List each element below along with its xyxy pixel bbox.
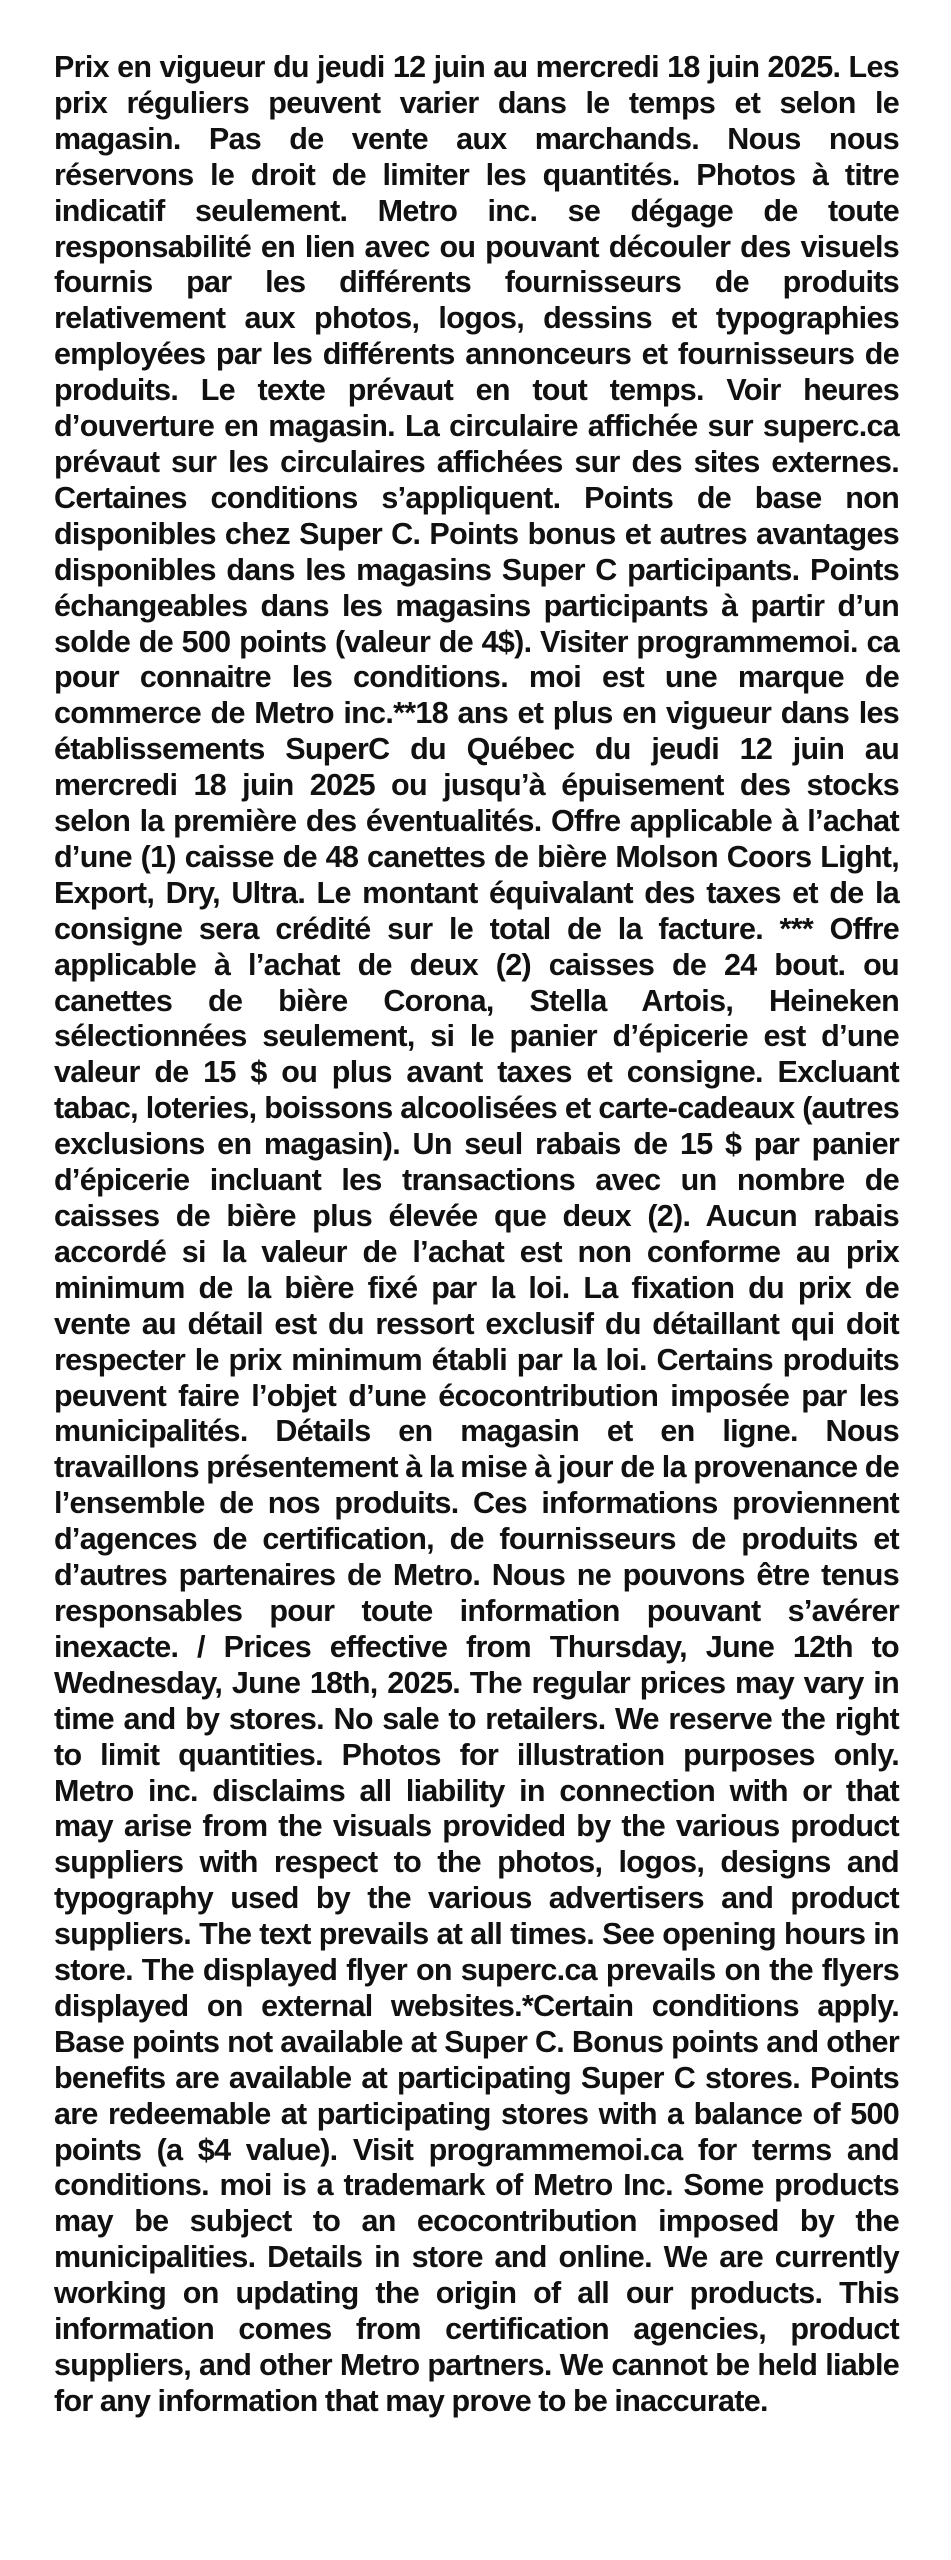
legal-disclaimer-text [54,50,899,2420]
legal-disclaimer-paragraph: Prix en vigueur du jeudi 12 juin au mercredi 18 juin 2025. Les prix réguliers peuvent varier dans le temps et selon le magasin. Pas de vente aux marchands. Nous nous réservons le droit de limiter les quantités. Photos à titre indicatif seulement. Metro inc. se dégage de toute responsabilité en lien avec ou pouvant découler des visuels fournis par les différents fournisseurs de produits relativement aux photos, logos, dessins et typographies employées par les différents annonceurs et fournisseurs de produits. Le texte prévaut en tout temps. Voir heures d’ouverture en magasin. La circulaire affichée sur superc.ca prévaut sur les circulaires affichées sur des sites externes. Certaines conditions s’appliquent. Points de base non disponibles chez Super C. Points bonus et autres avantages disponibles dans les magasins Super C participants. Points échangeables dans les magasins participants à partir d’un solde de 500 points (valeur de 4$). Visiter programmemoi. ca pour connaitre les conditions. moi est une marque de commerce de Metro inc.**18 ans et plus en vigueur dans les établissements SuperC du Québec du jeudi 12 juin au mercredi 18 juin 2025 ou jusqu’à épuisement des stocks selon la première des éventualités. Offre applicable à l’achat d’une (1) caisse de 48 canettes de bière Molson Coors Light, Export, Dry, Ultra. Le montant équivalant des taxes et de la consigne sera crédité sur le total de la facture. *** Offre applicable à l’achat de deux (2) caisses de 24 bout. ou canettes de bière Corona, Stella Artois, Heineken sélectionnées seulement, si le panier d’épicerie est d’une valeur de 15 $ ou plus avant taxes et consigne. Excluant tabac, loteries, boissons alcoolisées et carte-cadeaux (autres exclusions en magasin). Un seul rabais de 15 $ par panier d’épicerie incluant les transactions avec un nombre de caisses de bière plus élevée que deux (2). Aucun rabais accordé si la valeur de l’achat est non conforme au prix minimum de la bière fixé par la loi. La fixation du prix de vente au détail est du ressort exclusif du détaillant qui doit respecter le prix minimum établi par la loi. Certains produits peuvent faire l’objet d’une écocontribution imposée par les municipalités. Détails en magasin et en ligne. Nous travaillons présentement à la mise à jour de la provenance de l’ensemble de nos produits. Ces informations proviennent d’agences de certification, de fournisseurs de produits et d’autres partenaires de Metro. Nous ne pouvons être tenus responsables pour toute information pouvant s’avérer inexacte. / Prices effective from Thursday, June 12th to Wednesday, June 18th, 2025. The regular prices may vary in time and by stores. No sale to retailers. We reserve the right to limit quantities. Photos for illustration purposes only. Metro inc. disclaims all liability in connection with or that may arise from the visuals provided by the various product suppliers with respect to the photos, logos, designs and typography used by the various advertisers and product suppliers. The text prevails at all times. See opening hours in store. The displayed flyer on superc.ca prevails on the flyers displayed on external websites.*Certain conditions apply. Base points not available at Super C. Bonus points and other benefits are available at participating Super C stores. Points are redeemable at participating stores with a balance of 500 points (a $4 value). Visit programmemoi.ca for terms and conditions. moi is a trademark of Metro Inc. Some products may be subject to an ecocontribution imposed by the municipalities. Details in store and online. We are currently working on updating the origin of all our products. This information comes from certification agencies, product suppliers, and other Metro partners. We cannot be held liable for any information that may prove to be inaccurate. [54,50,899,2418]
